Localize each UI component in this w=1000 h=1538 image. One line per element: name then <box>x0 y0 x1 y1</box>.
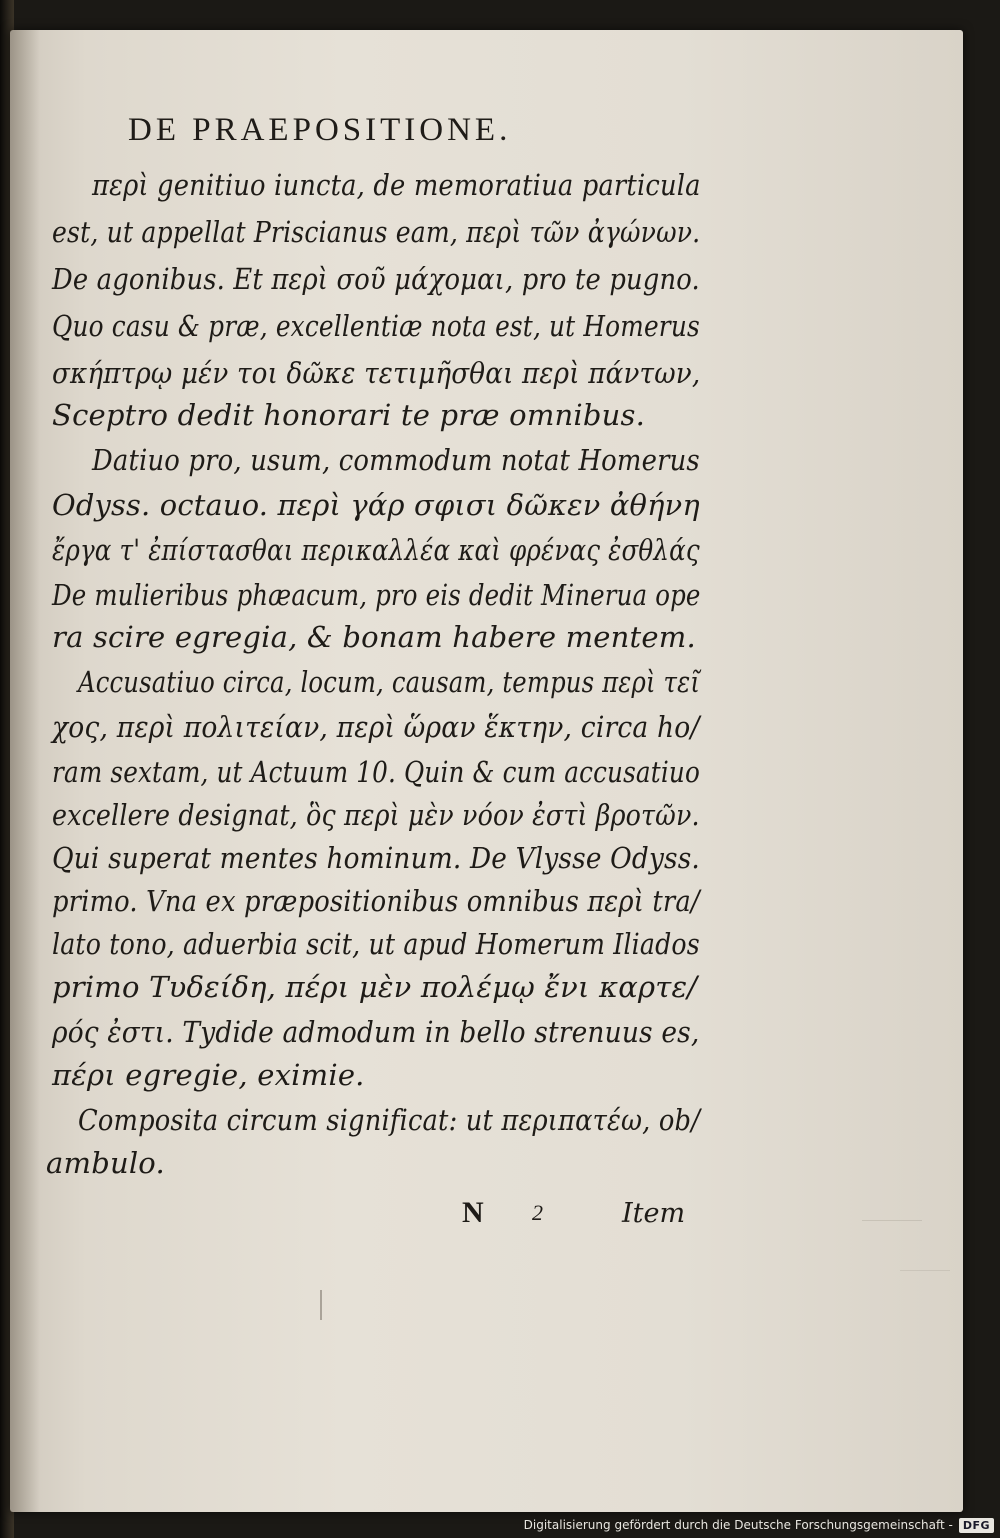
text-line: σκήπτρῳ μέν τοι δῶκε τετιμῆσθαι περὶ πάντων, <box>52 356 701 390</box>
page-gutter-shadow <box>10 30 40 1512</box>
digitization-footer <box>524 1512 1000 1538</box>
catchword: Item <box>622 1198 686 1229</box>
text-line: Odyss. octauo. περὶ γάρ σφισι δῶκεν ἀθήνη <box>52 488 700 522</box>
dfg-logo: DFG <box>959 1518 994 1533</box>
text-line: Qui superat mentes hominum. De Vlysse Odyss. <box>52 841 700 875</box>
text-line: Datiuo pro, usum, commodum notat Homerus <box>92 443 700 477</box>
text-line: est, ut appellat Priscianus eam, περὶ τῶν ἀγώνων. <box>52 215 701 249</box>
text-line: ambulo. <box>46 1146 165 1180</box>
funding-credit: Digitalisierung gefördert durch die Deutsche Forschungsgemeinschaft - <box>523 1518 953 1532</box>
text-line: Sceptro dedit honorari te præ omnibus. <box>52 398 646 432</box>
running-head: DE PRAEPOSITIONE. <box>128 112 512 148</box>
page-fleck <box>320 1290 322 1320</box>
text-line: Accusatiuo circa, locum, causam, tempus περὶ τεῖ <box>78 665 701 699</box>
text-line: lato tono, aduerbia scit, ut apud Homerum Iliados <box>52 927 700 961</box>
text-line: Composita circum significat: ut περιπατέω, ob/ <box>78 1103 701 1137</box>
text-line: De mulieribus phæacum, pro eis dedit Minerua ope <box>52 578 701 612</box>
text-line: ρός ἐστι. Tydide admodum in bello strenuus es, <box>52 1015 700 1049</box>
text-line: ram sextam, ut Actuum 10. Quin & cum accusatiuo <box>52 755 700 789</box>
text-line: περὶ genitiuo iuncta, de memoratiua particula <box>92 168 701 202</box>
text-line: ἔργα τ' ἐπίστασθαι περικαλλέα καὶ φρένας ἐσθλάς <box>52 533 700 567</box>
bleed-through-mark <box>862 1220 922 1239</box>
signature-mark: N <box>462 1196 484 1229</box>
text-line: primo. Vna ex præpositionibus omnibus περὶ tra/ <box>52 884 700 918</box>
text-line: excellere designat, ὃς περὶ μὲν νόον ἐστὶ βροτῶν. <box>52 798 700 832</box>
text-line: πέρι egregie, eximie. <box>52 1058 365 1092</box>
text-line: χος, περὶ πολιτείαν, περὶ ὥραν ἕκτην, circa ho/ <box>52 710 700 744</box>
text-line: De agonibus. Et περὶ σοῦ μάχομαι, pro te pugno. <box>52 262 700 296</box>
signature-number: 2 <box>532 1200 543 1225</box>
text-line: primo Τυδείδη, πέρι μὲν πολέμῳ ἔνι καρτε/ <box>52 970 698 1004</box>
bleed-through-mark <box>900 1270 950 1287</box>
text-line: ra scire egregia, & bonam habere mentem. <box>52 620 696 654</box>
text-line: Quo casu & præ, excellentiæ nota est, ut Homerus <box>52 309 700 343</box>
